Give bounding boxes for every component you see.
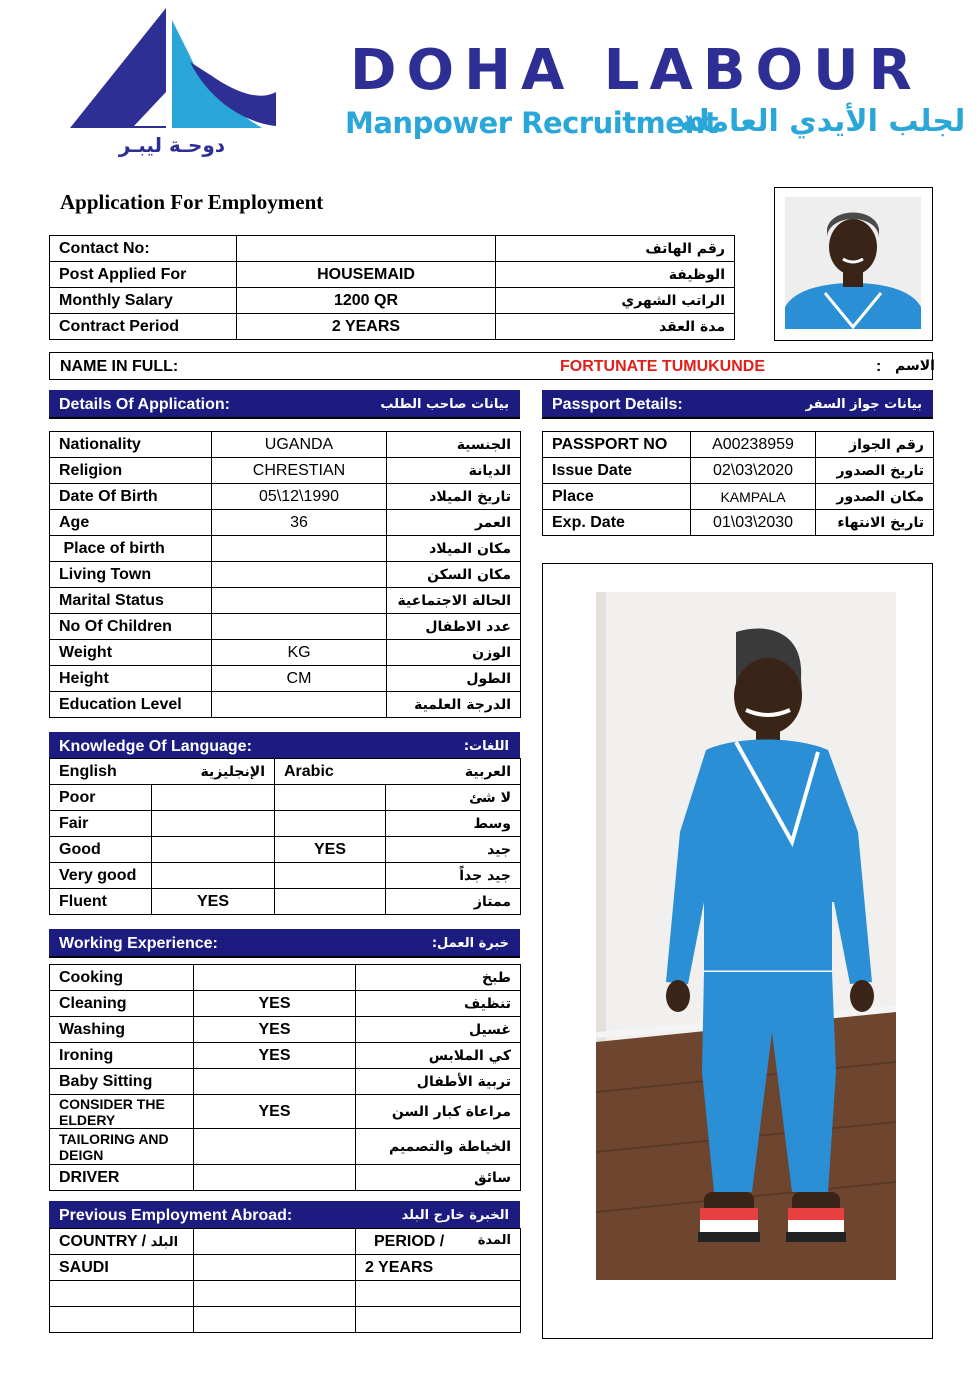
- period-value: [356, 1307, 521, 1333]
- table-row: [50, 692, 521, 718]
- skill-label: Cleaning: [50, 991, 194, 1017]
- table-row: [50, 1069, 521, 1095]
- table-row: [50, 759, 521, 785]
- skill-label: Ironing: [50, 1043, 194, 1069]
- skill-label: DRIVER: [50, 1165, 194, 1191]
- details-table: [49, 431, 521, 718]
- field-label: Education Level: [50, 692, 212, 718]
- english-level-value: [152, 785, 275, 811]
- field-label-arabic: الدرجة العلمية: [387, 692, 521, 718]
- field-label: Height: [50, 666, 212, 692]
- table-row: [50, 484, 521, 510]
- experience-section-header: [49, 929, 520, 956]
- skill-label-arabic: كي الملابس: [356, 1043, 521, 1069]
- field-value: [212, 536, 387, 562]
- table-row: [50, 614, 521, 640]
- field-label-arabic: تاريخ الانتهاء: [816, 510, 934, 536]
- field-value: 1200 QR: [237, 288, 496, 314]
- country-header: [50, 1229, 194, 1255]
- contact-row: [50, 288, 735, 314]
- field-label-arabic: عدد الاطفال: [387, 614, 521, 640]
- contact-row: [50, 236, 735, 262]
- table-row: [50, 432, 521, 458]
- contact-table: [49, 235, 735, 340]
- details-section-title-arabic: بيانات صاحب الطلب: [380, 397, 509, 412]
- field-label-arabic: مكان السكن: [387, 562, 521, 588]
- level-label-arabic: جيد جداً: [386, 863, 521, 889]
- table-row: [50, 1165, 521, 1191]
- portrait-photo: [785, 197, 921, 329]
- field-value: [212, 692, 387, 718]
- arabic-header-arabic: العربية: [386, 759, 521, 785]
- arabic-level-value: [275, 863, 386, 889]
- field-value: KAMPALA: [691, 484, 816, 510]
- arabic-level-value: [275, 889, 386, 915]
- skill-label: Washing: [50, 1017, 194, 1043]
- field-label-arabic: رقم الجواز: [816, 432, 934, 458]
- skill-label-arabic: سائق: [356, 1165, 521, 1191]
- empty-cell: [194, 1255, 356, 1281]
- country-value: [50, 1281, 194, 1307]
- field-label: Post Applied For: [50, 262, 237, 288]
- field-label-arabic: الوظيفة: [496, 262, 735, 288]
- abroad-section-header: [49, 1201, 520, 1228]
- field-label: Marital Status: [50, 588, 212, 614]
- table-row: [50, 811, 521, 837]
- english-header: English: [50, 759, 152, 785]
- table-row: [50, 1129, 521, 1165]
- period-value: [356, 1281, 521, 1307]
- table-row: [50, 640, 521, 666]
- field-label-arabic: مكان الميلاد: [387, 536, 521, 562]
- field-label-arabic: تاريخ الصدور: [816, 458, 934, 484]
- field-label-arabic: الراتب الشهري: [496, 288, 735, 314]
- full-name-row: [49, 352, 933, 380]
- arabic-level-value: [275, 811, 386, 837]
- skill-label-arabic: الخياطة والتصميم: [356, 1129, 521, 1165]
- logo-arabic-text: دوحـة ليبـر: [118, 133, 226, 157]
- field-label-arabic: الديانة: [387, 458, 521, 484]
- portrait-photo-frame: [774, 187, 933, 341]
- field-label: Contact No:: [50, 236, 237, 262]
- field-label-arabic: مكان الصدور: [816, 484, 934, 510]
- field-value: A00238959: [691, 432, 816, 458]
- table-row: [50, 510, 521, 536]
- period-value: 2 YEARS: [356, 1255, 521, 1281]
- field-label: PASSPORT NO: [543, 432, 691, 458]
- field-label-arabic: رقم الهاتف: [496, 236, 735, 262]
- language-section-title: Knowledge Of Language:: [59, 738, 252, 755]
- passport-section-header: [542, 390, 933, 417]
- abroad-section-title-arabic: الخبرة خارج البلد: [401, 1208, 509, 1223]
- level-label: Fluent: [50, 889, 152, 915]
- period-header-label: PERIOD /: [374, 1232, 445, 1250]
- contact-row: [50, 314, 735, 340]
- country-header-label: COUNTRY /: [59, 1232, 147, 1250]
- table-row: [50, 863, 521, 889]
- brand-subtitle: Manpower Recruitment: [345, 106, 718, 140]
- field-label: Religion: [50, 458, 212, 484]
- skill-label-arabic: طبخ: [356, 965, 521, 991]
- skill-label-arabic: مراعاة كبار السن: [356, 1095, 521, 1129]
- full-name-value: FORTUNATE TUMUKUNDE: [560, 358, 766, 375]
- full-body-photo-frame: [542, 563, 933, 1339]
- experience-section-title: Working Experience:: [59, 935, 218, 952]
- table-row: [50, 1017, 521, 1043]
- skill-value: [194, 965, 356, 991]
- abroad-table: [49, 1228, 521, 1333]
- field-label-arabic: الجنسية: [387, 432, 521, 458]
- table-row: [50, 458, 521, 484]
- field-label-arabic: تاريخ الميلاد: [387, 484, 521, 510]
- table-row: [50, 666, 521, 692]
- language-section-header: [49, 732, 520, 759]
- table-row: [50, 1095, 521, 1129]
- table-row: [50, 1043, 521, 1069]
- field-value: 36: [212, 510, 387, 536]
- arabic-header: Arabic: [275, 759, 386, 785]
- arabic-level-value: [275, 785, 386, 811]
- field-value: CHRESTIAN: [212, 458, 387, 484]
- skill-label-arabic: تربية الأطفال: [356, 1069, 521, 1095]
- table-row: [50, 588, 521, 614]
- period-header-arabic: المدة: [477, 1232, 511, 1248]
- field-value: [237, 236, 496, 262]
- table-row: [543, 484, 934, 510]
- skill-label: Baby Sitting: [50, 1069, 194, 1095]
- arabic-level-value: YES: [275, 837, 386, 863]
- field-label: Exp. Date: [543, 510, 691, 536]
- field-label: Age: [50, 510, 212, 536]
- field-value: 01\03\2030: [691, 510, 816, 536]
- english-level-value: YES: [152, 889, 275, 915]
- level-label: Good: [50, 837, 152, 863]
- table-row: [50, 536, 521, 562]
- company-logo: [62, 6, 282, 158]
- english-level-value: [152, 863, 275, 889]
- field-label: Issue Date: [543, 458, 691, 484]
- table-row: [50, 965, 521, 991]
- english-level-value: [152, 837, 275, 863]
- table-row: [50, 889, 521, 915]
- brand-subtitle-arabic: لجلب الأيدي العاملة: [680, 104, 966, 139]
- field-label-arabic: الوزن: [387, 640, 521, 666]
- skill-value: YES: [194, 1017, 356, 1043]
- field-label: Weight: [50, 640, 212, 666]
- field-label: No Of Children: [50, 614, 212, 640]
- field-label: Place: [543, 484, 691, 510]
- skill-value: YES: [194, 991, 356, 1017]
- skill-label: TAILORING AND DEIGN: [50, 1129, 194, 1165]
- full-name-label: NAME IN FULL:: [60, 358, 179, 375]
- language-section-title-arabic: اللغات:: [463, 739, 509, 754]
- table-row: [50, 1281, 521, 1307]
- field-label: Place of birth: [50, 536, 212, 562]
- skill-value: [194, 1165, 356, 1191]
- skill-label: CONSIDER THE ELDERY: [50, 1095, 194, 1129]
- table-row: [543, 432, 934, 458]
- field-value: [212, 614, 387, 640]
- passport-table: [542, 431, 934, 536]
- field-label: Contract Period: [50, 314, 237, 340]
- skill-value: YES: [194, 1043, 356, 1069]
- period-header: [356, 1229, 521, 1255]
- level-label: Poor: [50, 785, 152, 811]
- empty-cell: [194, 1281, 356, 1307]
- level-label-arabic: وسط: [386, 811, 521, 837]
- empty-cell: [194, 1307, 356, 1333]
- details-section-title: Details Of Application:: [59, 396, 230, 413]
- country-value: SAUDI: [50, 1255, 194, 1281]
- level-label-arabic: جيد: [386, 837, 521, 863]
- table-row: [50, 1255, 521, 1281]
- experience-section-title-arabic: خبرة العمل:: [431, 936, 509, 951]
- field-value: KG: [212, 640, 387, 666]
- field-label-arabic: الطول: [387, 666, 521, 692]
- full-name-colon: :: [876, 358, 882, 375]
- country-value: [50, 1307, 194, 1333]
- full-body-photo: [596, 592, 896, 1280]
- skill-value: YES: [194, 1095, 356, 1129]
- passport-section-title-arabic: بيانات جواز السفر: [805, 397, 922, 412]
- level-label: Very good: [50, 863, 152, 889]
- field-label-arabic: العمر: [387, 510, 521, 536]
- full-name-label-arabic: الاسم: [895, 358, 935, 374]
- field-value: 02\03\2020: [691, 458, 816, 484]
- empty-cell: [194, 1229, 356, 1255]
- level-label: Fair: [50, 811, 152, 837]
- country-header-arabic: البلد: [150, 1234, 179, 1250]
- field-label: Date Of Birth: [50, 484, 212, 510]
- table-row: [50, 785, 521, 811]
- details-section-header: [49, 390, 520, 417]
- english-level-value: [152, 811, 275, 837]
- table-row: [50, 1229, 521, 1255]
- skill-label: Cooking: [50, 965, 194, 991]
- field-value: 05\12\1990: [212, 484, 387, 510]
- skill-value: [194, 1069, 356, 1095]
- field-value: 2 YEARS: [237, 314, 496, 340]
- field-label: Living Town: [50, 562, 212, 588]
- field-label-arabic: مدة العقد: [496, 314, 735, 340]
- brand-title: DOHA LABOUR: [350, 38, 922, 103]
- field-label: Nationality: [50, 432, 212, 458]
- english-header-arabic: الإنجليزية: [152, 759, 275, 785]
- contact-row: [50, 262, 735, 288]
- level-label-arabic: لا شئ: [386, 785, 521, 811]
- table-row: [50, 991, 521, 1017]
- field-value: [212, 588, 387, 614]
- field-value: HOUSEMAID: [237, 262, 496, 288]
- table-row: [50, 562, 521, 588]
- abroad-section-title: Previous Employment Abroad:: [59, 1207, 293, 1224]
- skill-label-arabic: غسيل: [356, 1017, 521, 1043]
- table-row: [543, 458, 934, 484]
- language-table: [49, 758, 521, 915]
- table-row: [50, 1307, 521, 1333]
- field-value: [212, 562, 387, 588]
- skill-value: [194, 1129, 356, 1165]
- field-value: UGANDA: [212, 432, 387, 458]
- field-label: Monthly Salary: [50, 288, 237, 314]
- passport-section-title: Passport Details:: [552, 396, 683, 413]
- table-row: [50, 837, 521, 863]
- field-value: CM: [212, 666, 387, 692]
- table-row: [543, 510, 934, 536]
- field-label-arabic: الحالة الاجتماعية: [387, 588, 521, 614]
- level-label-arabic: ممتاز: [386, 889, 521, 915]
- experience-table: [49, 964, 521, 1191]
- skill-label-arabic: تنظيف: [356, 991, 521, 1017]
- form-title: Application For Employment: [60, 190, 324, 214]
